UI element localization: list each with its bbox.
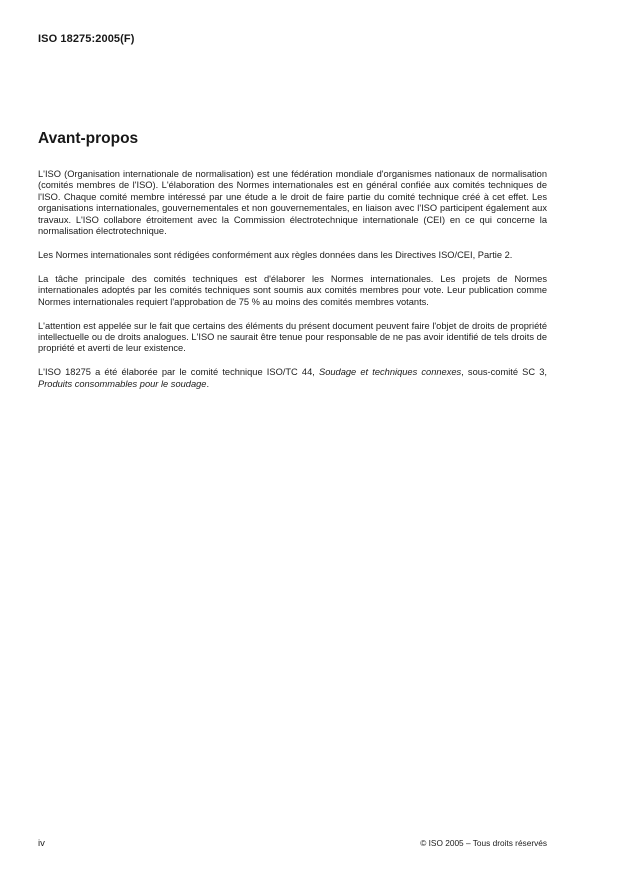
page-footer [38, 838, 547, 849]
paragraph-iso-intro: L'ISO (Organisation internationale de normalisation) est une fédération mondiale d'organismes nationaux de normalisation (comités membres de l'ISO). L'élaboration des Normes internationales est en général confiée aux comités techniques de l'ISO. Chaque comité membre intéressé par une étude a le droit de faire partie du comité technique créé à cet effet. Les organisations internationales, gouvernementales et non gouvernementales, en liaison avec l'ISO participent également aux travaux. L'ISO collabore étroitement avec la Commission électrotechnique internationale (CEI) en ce qui concerne la normalisation électrotechnique. [38, 169, 547, 237]
committee-name-italic: Soudage et techniques connexes [319, 367, 462, 378]
paragraph-propriete-intellectuelle: L'attention est appelée sur le fait que certains des éléments du présent document peuvent faire l'objet de droits de propriété intellectuelle ou de droits analogues. L'ISO ne saurait être tenue pour responsable de ne pas avoir identifié de tels droits de propriété et averti de leur existence. [38, 320, 547, 354]
paragraph-segment: L'ISO 18275 a été élaborée par le comité technique ISO/TC 44, [38, 367, 319, 378]
document-body [38, 169, 547, 403]
paragraph-comite-technique-tc44 [38, 367, 547, 390]
document-reference-header: ISO 18275:2005(F) [38, 33, 135, 45]
page-number: iv [38, 838, 45, 849]
copyright-notice: © ISO 2005 – Tous droits réservés [420, 838, 547, 848]
paragraph-segment: , sous-comité SC 3, [461, 367, 547, 378]
subcommittee-name-italic: Produits consommables pour le soudage [38, 378, 207, 389]
paragraph-directives: Les Normes internationales sont rédigées conformément aux règles données dans les Directives ISO/CEI, Partie 2. [38, 249, 513, 260]
section-title: Avant-propos [38, 130, 139, 147]
paragraph-comites-techniques: La tâche principale des comités techniques est d'élaborer les Normes internationales. Les projets de Normes internationales adoptés par les comités techniques sont soumis aux comités membres pour vote. Leur publication comme Normes internationales requiert l'approbation de 75 % au moins des comités membres votants. [38, 273, 547, 307]
paragraph-segment: . [206, 378, 210, 389]
